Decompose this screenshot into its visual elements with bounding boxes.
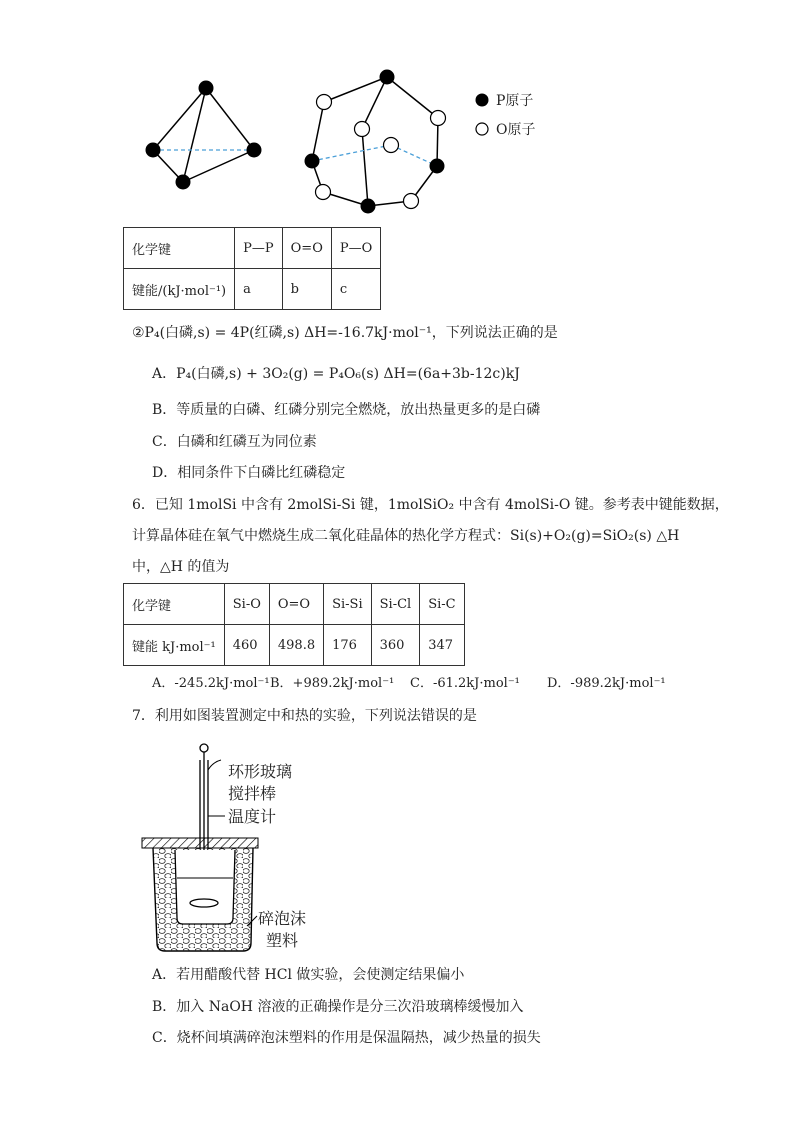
p-atom <box>146 143 161 158</box>
p-atom <box>361 199 376 214</box>
table-cell: Si-C <box>420 584 464 625</box>
table-cell: P—P <box>235 228 283 269</box>
option-a: A．P₄(白磷,s) + 3O₂(g) = P₄O₆(s) ΔH=(6a+3b-12c)kJ <box>152 366 520 382</box>
o-atom <box>316 185 331 200</box>
legend <box>474 90 584 140</box>
o-atom <box>317 95 332 110</box>
foam-label-2: 塑料 <box>266 931 299 950</box>
p-atom <box>430 159 445 174</box>
table-cell: O=O <box>269 584 323 625</box>
o-atom <box>355 122 370 137</box>
q6-option-d: D．-989.2kJ·mol⁻¹ <box>547 676 666 691</box>
bond-energy-table-si <box>123 583 465 666</box>
p-atom-legend-marker <box>474 92 490 108</box>
o-atom-legend-marker <box>474 121 490 137</box>
foam-label: 碎泡沫 <box>258 909 307 928</box>
q6-option-b: B．+989.2kJ·mol⁻¹ <box>270 676 395 691</box>
question-7-stem: 7．利用如图装置测定中和热的实验，下列说法错误的是 <box>132 708 477 724</box>
o-atom <box>431 111 446 126</box>
table-cell: 498.8 <box>269 625 323 666</box>
table-cell: 347 <box>420 625 464 666</box>
stirrer-label-2: 搅拌棒 <box>228 784 277 803</box>
table-cell: 键能 kJ·mol⁻¹ <box>124 625 225 666</box>
option-b: B．等质量的白磷、红磷分别完全燃烧，放出热量更多的是白磷 <box>152 402 541 418</box>
table-cell: O=O <box>282 228 331 269</box>
bond-energy-table-p <box>123 227 381 310</box>
table-cell: 460 <box>224 625 269 666</box>
table-cell: 360 <box>371 625 420 666</box>
table-cell: Si-O <box>224 584 269 625</box>
table-cell: a <box>235 269 283 310</box>
option-c: C．白磷和红磷互为同位素 <box>152 434 317 450</box>
p-atom <box>176 175 191 190</box>
question-6-line3: 中，△H 的值为 <box>132 559 230 575</box>
q7-option-c: C．烧杯间填满碎泡沫塑料的作用是保温隔热，减少热量的损失 <box>152 1030 541 1046</box>
table-cell: b <box>282 269 331 310</box>
table-cell: Si-Si <box>324 584 372 625</box>
q6-option-c: C．-61.2kJ·mol⁻¹ <box>410 676 520 691</box>
stirrer-label: 环形玻璃 <box>228 762 293 781</box>
table-row <box>124 625 465 666</box>
p-atom <box>305 154 320 169</box>
table-cell: 176 <box>324 625 372 666</box>
p4o6-molecule-figure <box>295 62 465 222</box>
table-cell: P—O <box>331 228 380 269</box>
o-atom <box>384 138 399 153</box>
table-cell: 化学键 <box>124 228 235 269</box>
legend-p-label: P原子 <box>496 93 534 109</box>
table-cell: c <box>331 269 380 310</box>
p-atom <box>247 143 262 158</box>
p-atom <box>380 70 395 85</box>
legend-o-label: O原子 <box>496 122 536 138</box>
question-5-stem: ②P₄(白磷,s) = 4P(红磷,s) ΔH=-16.7kJ·mol⁻¹，下列说法正确的是 <box>132 325 558 341</box>
question-6-line2: 计算晶体硅在氧气中燃烧生成二氧化硅晶体的热化学方程式：Si(s)+O₂(g)=SiO₂(s) △H <box>132 528 680 544</box>
table-cell: 键能/(kJ·mol⁻¹) <box>124 269 235 310</box>
table-header-row <box>124 584 465 625</box>
thermometer-label: 温度计 <box>228 807 277 826</box>
option-d: D．相同条件下白磷比红磷稳定 <box>152 465 346 481</box>
q6-option-a: A．-245.2kJ·mol⁻¹ <box>152 676 270 691</box>
table-cell: Si-Cl <box>371 584 420 625</box>
p-atom <box>199 81 214 96</box>
o-atom <box>404 194 419 209</box>
q7-option-a: A．若用醋酸代替 HCl 做实验，会使测定结果偏小 <box>152 967 465 983</box>
p4-molecule-figure <box>130 70 290 200</box>
q7-option-b: B．加入 NaOH 溶液的正确操作是分三次沿玻璃棒缓慢加入 <box>152 999 524 1015</box>
table-cell: 化学键 <box>124 584 225 625</box>
question-6-line1: 6．已知 1molSi 中含有 2molSi-Si 键，1molSiO₂ 中含有 4molSi-O 键。参考表中键能数据， <box>132 497 729 513</box>
table-header-row <box>124 228 381 269</box>
table-row <box>124 269 381 310</box>
